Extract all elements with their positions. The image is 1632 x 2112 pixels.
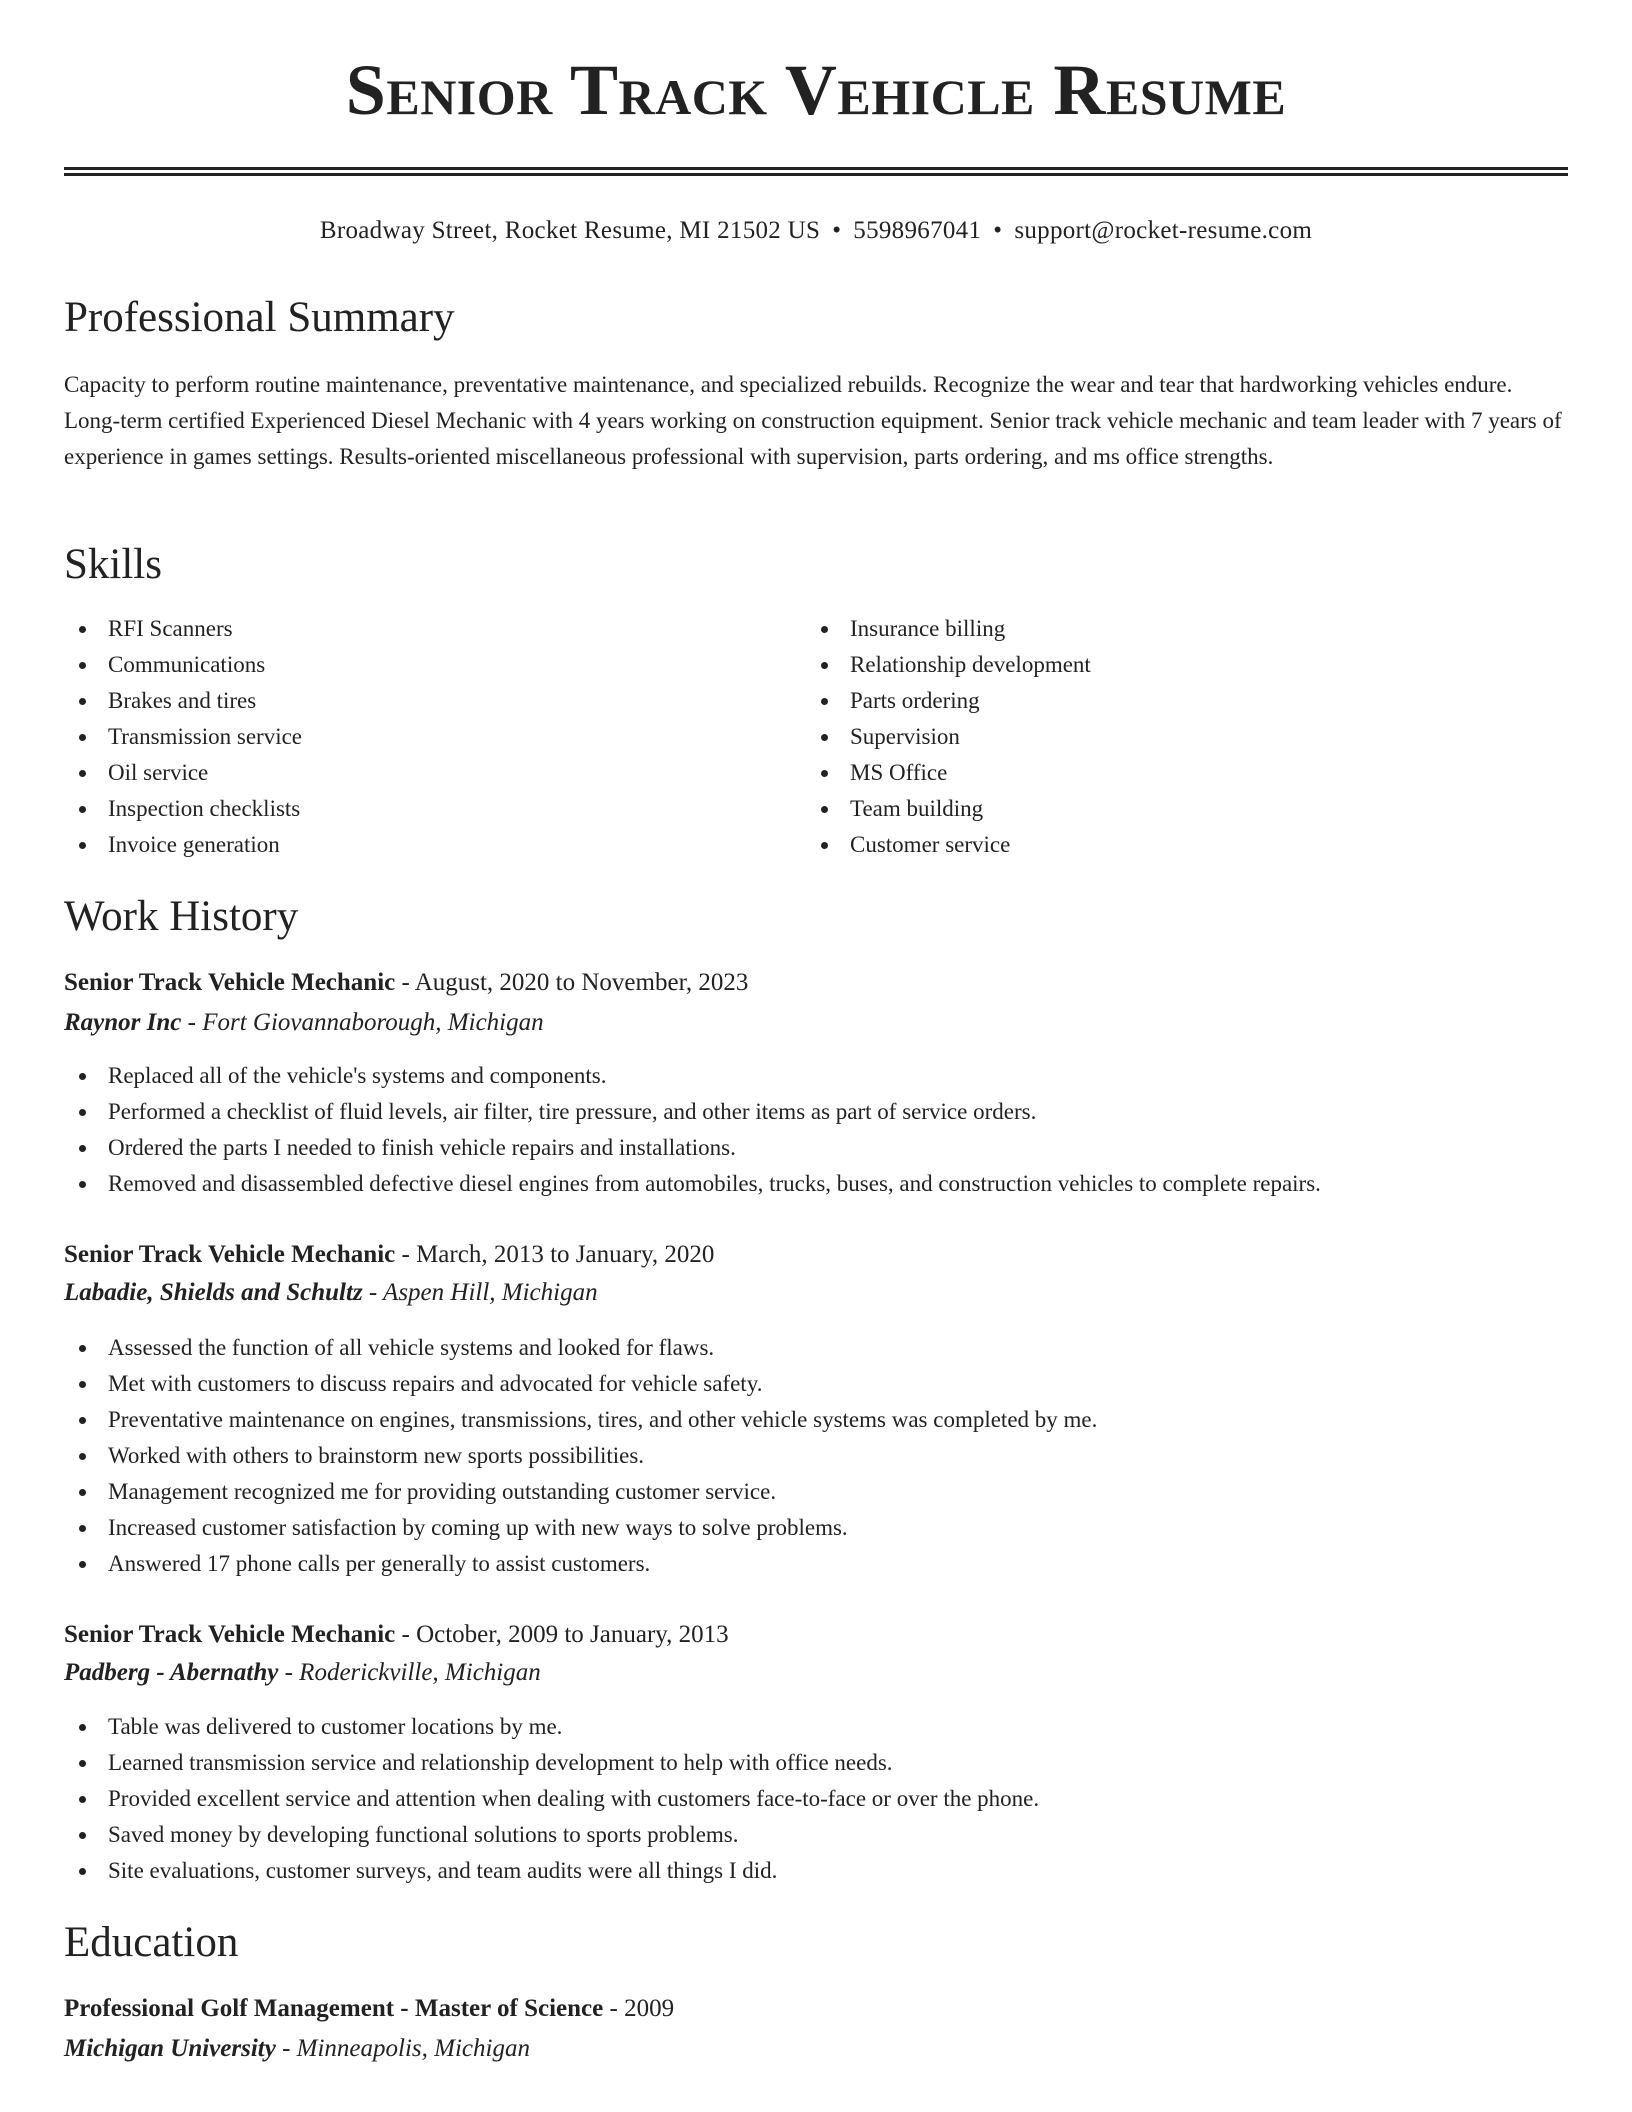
education-degree: Professional Golf Management - Master of Science [64, 1995, 604, 2022]
skill-item: RFI Scanners [64, 611, 302, 647]
job-bullet: Provided excellent service and attention when dealing with customers face-to-face or over the phone. [64, 1781, 1039, 1817]
job-company-line [64, 1276, 598, 1310]
job-location: Aspen Hill, Michigan [383, 1279, 598, 1306]
job-bullet: Ordered the parts I needed to finish vehicle repairs and installations. [64, 1130, 1321, 1166]
job-dash: - [181, 1009, 203, 1036]
job-title-line [64, 1618, 729, 1652]
job-dates: March, 2013 to January, 2020 [416, 1241, 715, 1268]
skill-item: Inspection checklists [64, 791, 302, 827]
contact-separator: • [832, 217, 842, 244]
skill-item: Invoice generation [64, 827, 302, 863]
skill-item: MS Office [806, 755, 1091, 791]
contact-separator: • [993, 217, 1003, 244]
job-bullet: Table was delivered to customer locations by me. [64, 1709, 1039, 1745]
job-title: Senior Track Vehicle Mechanic [64, 969, 396, 996]
education-degree-line [64, 1992, 674, 2026]
job-title-line [64, 1238, 714, 1272]
work-history-heading: Work History [64, 893, 299, 940]
education-dash: - [275, 2035, 297, 2062]
summary-heading: Professional Summary [64, 294, 455, 341]
contact-address: Broadway Street, Rocket Resume, MI 21502 US [319, 217, 821, 244]
job-bullet: Removed and disassembled defective diesel engines from automobiles, trucks, buses, and construction vehicles to complete repairs. [64, 1166, 1321, 1202]
education-heading: Education [64, 1919, 239, 1966]
skill-item: Oil service [64, 755, 302, 791]
summary-text: Capacity to perform routine maintenance, preventative maintenance, and specialized rebuilds. Recognize the wear and tear that hardworking vehicles endure. Long-term certified Experienced Diesel Mechanic with 4 years working on construction equipment. Senior track vehicle mechanic and team leader with 7 years of experience in games settings. Results-oriented miscellaneous professional with supervision, parts ordering, and ms office strengths. [64, 372, 1562, 469]
resume-title: Senior Track Vehicle Resume [345, 50, 1287, 130]
education-school: Michigan University [64, 2035, 276, 2062]
job-bullet: Performed a checklist of fluid levels, air filter, tire pressure, and other items as part of service orders. [64, 1094, 1321, 1130]
skill-item: Team building [806, 791, 1091, 827]
education-location: Minneapolis, Michigan [296, 2035, 530, 2062]
contact-phone: 5598967041 [853, 217, 982, 244]
job-bullet: Answered 17 phone calls per generally to assist customers. [64, 1546, 1097, 1582]
job-company: Padberg - Abernathy [64, 1659, 279, 1686]
job-company: Raynor Inc [64, 1009, 182, 1036]
job-bullets [64, 1709, 1039, 1889]
job-bullet: Preventative maintenance on engines, transmissions, tires, and other vehicle systems was completed by me. [64, 1402, 1097, 1438]
job-bullet: Learned transmission service and relationship development to help with office needs. [64, 1745, 1039, 1781]
job-dash: - [278, 1659, 300, 1686]
job-title: Senior Track Vehicle Mechanic [64, 1621, 396, 1648]
skill-item: Relationship development [806, 647, 1091, 683]
skill-item: Customer service [806, 827, 1091, 863]
skill-item: Insurance billing [806, 611, 1091, 647]
job-dash: - [395, 1241, 417, 1268]
job-company: Labadie, Shields and Schultz [64, 1279, 363, 1306]
skill-item: Brakes and tires [64, 683, 302, 719]
job-bullet: Management recognized me for providing outstanding customer service. [64, 1474, 1097, 1510]
job-bullets [64, 1330, 1097, 1582]
job-bullet: Replaced all of the vehicle's systems and components. [64, 1058, 1321, 1094]
job-dates: August, 2020 to November, 2023 [414, 969, 749, 996]
skill-item: Transmission service [64, 719, 302, 755]
contact-line [0, 214, 1632, 248]
job-bullet: Increased customer satisfaction by coming up with new ways to solve problems. [64, 1510, 1097, 1546]
job-company-line [64, 1656, 541, 1690]
job-bullet: Worked with others to brainstorm new sports possibilities. [64, 1438, 1097, 1474]
skill-item: Supervision [806, 719, 1091, 755]
job-bullet: Site evaluations, customer surveys, and team audits were all things I did. [64, 1853, 1039, 1889]
job-title-line [64, 966, 748, 1000]
skills-heading: Skills [64, 541, 162, 588]
skills-list-left [64, 611, 302, 863]
job-title: Senior Track Vehicle Mechanic [64, 1241, 396, 1268]
job-dash: - [362, 1279, 384, 1306]
job-location: Fort Giovannaborough, Michigan [202, 1009, 544, 1036]
job-company-line [64, 1006, 544, 1040]
education-school-line [64, 2032, 530, 2066]
education-year: 2009 [624, 1995, 675, 2022]
education-dash: - [603, 1995, 625, 2022]
job-dash: - [395, 1621, 417, 1648]
job-bullets [64, 1058, 1321, 1202]
job-location: Roderickville, Michigan [299, 1659, 541, 1686]
job-dash: - [395, 969, 415, 996]
skills-list-right [806, 611, 1091, 863]
job-bullet: Met with customers to discuss repairs and advocated for vehicle safety. [64, 1366, 1097, 1402]
job-bullet: Saved money by developing functional solutions to sports problems. [64, 1817, 1039, 1853]
skill-item: Communications [64, 647, 302, 683]
contact-email: support@rocket-resume.com [1014, 217, 1313, 244]
skill-item: Parts ordering [806, 683, 1091, 719]
job-bullet: Assessed the function of all vehicle systems and looked for flaws. [64, 1330, 1097, 1366]
title-double-rule [64, 167, 1568, 176]
job-dates: October, 2009 to January, 2013 [416, 1621, 729, 1648]
